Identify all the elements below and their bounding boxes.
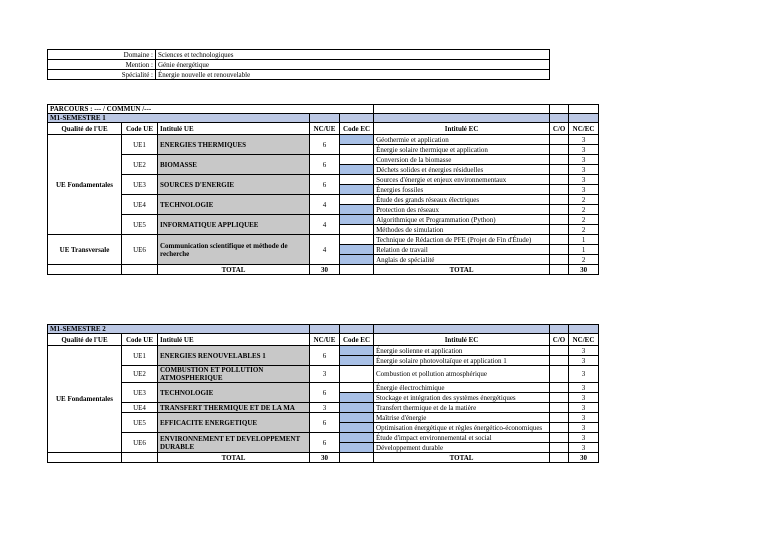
ec-nc: 3 (569, 423, 599, 433)
qualite-fondamentales: UE Fondamentales (48, 346, 122, 453)
qualite-transversale: UE Transversale (48, 235, 122, 265)
ue-code: UE1 (122, 135, 158, 155)
ue-code: UE2 (122, 155, 158, 175)
ue-code: UE4 (122, 195, 158, 215)
ec-name: Énergie solaire photovoltaïque et application 1 (374, 356, 550, 366)
ec-name: Optimisation énergétique et règles énergético-économiques (374, 423, 550, 433)
semester-1-title: M1-SEMESTRE 1 (48, 114, 310, 123)
ue-nc: 6 (310, 155, 340, 175)
total-ue-label: TOTAL (158, 453, 310, 463)
ue-code: UE1 (122, 346, 158, 366)
ue-nc: 6 (310, 413, 340, 433)
ec-name: Sources d'énergie et enjeux environnementaux (374, 175, 550, 185)
semester-2-table (47, 324, 599, 463)
ue-name: COMBUSTION ET POLLUTION ATMOSPHERIQUE (158, 366, 310, 383)
total-ec-value: 30 (569, 265, 599, 275)
total-ue-value: 30 (310, 453, 340, 463)
ec-nc: 3 (569, 356, 599, 366)
ec-nc: 3 (569, 135, 599, 145)
ue-code: UE4 (122, 403, 158, 413)
total-ue-label: TOTAL (158, 265, 310, 275)
ec-name: Étude d'impact environnemental et social (374, 433, 550, 443)
ue-name: INFORMATIQUE APPLIQUEE (158, 215, 310, 235)
ue-nc: 4 (310, 235, 340, 265)
ec-nc: 3 (569, 433, 599, 443)
header-code-ec: Code EC (340, 334, 374, 346)
ue-code: UE5 (122, 413, 158, 433)
ec-nc: 2 (569, 205, 599, 215)
ue-nc: 6 (310, 433, 340, 453)
ue-nc: 6 (310, 135, 340, 155)
ec-nc: 1 (569, 235, 599, 245)
ue-code: UE3 (122, 175, 158, 195)
info-table (47, 49, 550, 80)
ec-nc: 1 (569, 245, 599, 255)
domaine-value: Sciences et technologiques (156, 50, 550, 60)
ec-name: Conversion de la biomasse (374, 155, 550, 165)
ue-nc: 3 (310, 403, 340, 413)
header-intitule-ue: Intitulé UE (158, 334, 310, 346)
code-ec-cell (340, 135, 374, 145)
header-co: C/O (550, 123, 569, 135)
ec-name: Énergie solienne et application (374, 346, 550, 356)
header-code-ue: Code UE (122, 334, 158, 346)
total-ec-label: TOTAL (374, 265, 550, 275)
ec-name: Relation de travail (374, 245, 550, 255)
ue-name: BIOMASSE (158, 155, 310, 175)
ue-code: UE6 (122, 235, 158, 265)
header-co: C/O (550, 334, 569, 346)
ec-name: Géothermie et application (374, 135, 550, 145)
specialite-label: Spécialité : (48, 70, 156, 80)
ec-name: Énergies fossiles (374, 185, 550, 195)
header-qualite: Qualité de l'UE (48, 334, 122, 346)
ec-name: Développement durable (374, 443, 550, 453)
header-nc-ue: NC/UE (310, 334, 340, 346)
ec-name: Stockage et intégration des systèmes énergétiques (374, 393, 550, 403)
ue-nc: 3 (310, 366, 340, 383)
ue-nc: 6 (310, 346, 340, 366)
ec-name: Déchets solides et énergies résiduelles (374, 165, 550, 175)
ue-nc: 6 (310, 175, 340, 195)
ec-nc: 2 (569, 255, 599, 265)
mention-value: Génie énergétique (156, 60, 550, 70)
ue-name: TRANSFERT THERMIQUE ET DE LA MA (158, 403, 310, 413)
ue-name: EFFICACITE ENERGETIQUE (158, 413, 310, 433)
header-intitule-ec: Intitulé EC (374, 123, 550, 135)
specialite-value: Énergie nouvelle et renouvelable (156, 70, 550, 80)
total-ue-value: 30 (310, 265, 340, 275)
ue-nc: 4 (310, 215, 340, 235)
header-code-ec: Code EC (340, 123, 374, 135)
header-code-ue: Code UE (122, 123, 158, 135)
ue-name: TECHNOLOGIE (158, 195, 310, 215)
ue-code: UE6 (122, 433, 158, 453)
ec-nc: 3 (569, 145, 599, 155)
ue-code: UE2 (122, 366, 158, 383)
parcours-label: PARCOURS : --- / COMMUN /--- (48, 105, 374, 114)
ue-code: UE3 (122, 383, 158, 403)
ue-name: TECHNOLOGIE (158, 383, 310, 403)
ec-name: Énergie électrochimique (374, 383, 550, 393)
ec-nc: 3 (569, 443, 599, 453)
ec-nc: 3 (569, 403, 599, 413)
ec-nc: 3 (569, 393, 599, 403)
ec-name: Étude des grands réseaux électriques (374, 195, 550, 205)
ue-nc: 4 (310, 195, 340, 215)
semester-2-title: M1-SEMESTRE 2 (48, 325, 310, 334)
ec-nc: 2 (569, 225, 599, 235)
ec-nc: 2 (569, 195, 599, 205)
ec-nc: 3 (569, 185, 599, 195)
ec-nc: 3 (569, 366, 599, 383)
header-intitule-ue: Intitulé UE (158, 123, 310, 135)
ec-nc: 3 (569, 346, 599, 356)
header-nc-ec: NC/EC (569, 334, 599, 346)
ec-nc: 3 (569, 383, 599, 393)
ec-name: Algorithmique et Programmation (Python) (374, 215, 550, 225)
total-ec-label: TOTAL (374, 453, 550, 463)
header-qualite: Qualité de l'UE (48, 123, 122, 135)
qualite-fondamentales: UE Fondamentales (48, 135, 122, 235)
ue-code: UE5 (122, 215, 158, 235)
ec-name: Technique de Rédaction de PFE (Projet de Fin d'Étude) (374, 235, 550, 245)
ue-name: ENERGIES RENOUVELABLES 1 (158, 346, 310, 366)
total-ec-value: 30 (569, 453, 599, 463)
header-nc-ue: NC/UE (310, 123, 340, 135)
semester-1-table (47, 104, 599, 275)
ec-nc: 3 (569, 175, 599, 185)
ue-nc: 6 (310, 383, 340, 403)
ue-name: ENVIRONNEMENT ET DEVELOPPEMENT DURABLE (158, 433, 310, 453)
ue-name: SOURCES D'ENERGIE (158, 175, 310, 195)
ec-name: Anglais de spécialité (374, 255, 550, 265)
ec-nc: 3 (569, 155, 599, 165)
mention-label: Mention : (48, 60, 156, 70)
ec-name: Protection des réseaux (374, 205, 550, 215)
ec-name: Combustion et pollution atmosphérique (374, 366, 550, 383)
ec-nc: 3 (569, 165, 599, 175)
ec-name: Transfert thermique et de la matière (374, 403, 550, 413)
domaine-label: Domaine : (48, 50, 156, 60)
ec-name: Maîtrise d'énergie (374, 413, 550, 423)
ue-name: ENERGIES THERMIQUES (158, 135, 310, 155)
ec-nc: 3 (569, 413, 599, 423)
header-nc-ec: NC/EC (569, 123, 599, 135)
ec-name: Énergie solaire thermique et application (374, 145, 550, 155)
ue-name: Communication scientifique et méthode de recherche (158, 235, 310, 265)
ec-nc: 2 (569, 215, 599, 225)
ec-name: Méthodes de simulation (374, 225, 550, 235)
header-intitule-ec: Intitulé EC (374, 334, 550, 346)
